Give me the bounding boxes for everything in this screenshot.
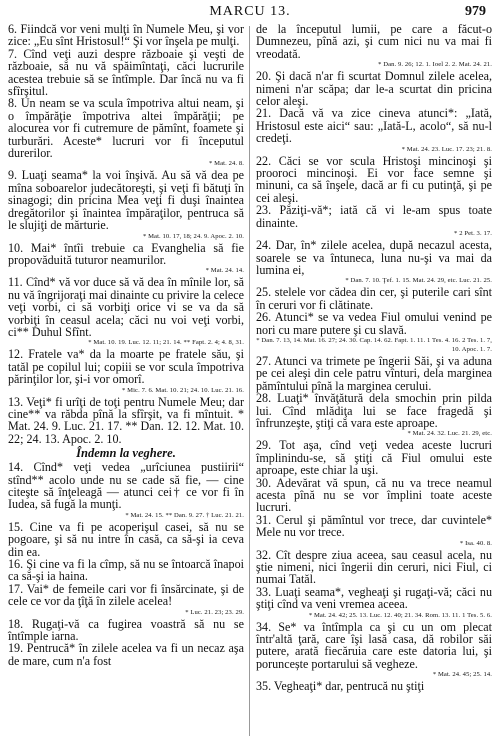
- running-title: MARCU 13.: [209, 4, 291, 19]
- verse-paragraph: 7. Cînd veţi auzi despre războaie şi veşti de războaie, să nu vă spăimîntaţi, căci lucrurile acestea trebuie să se întîmple. Dar încă nu va fi sfîrşitul.: [8, 46, 244, 99]
- verse-paragraph: 14. Cînd* veţi vedea „urîciunea pustiirii“ stînd** acolo unde nu se cade să fie, — cine citeşte să înţeleagă — atunci cei† ce vor fi în Iudea, să fugă la munţi.: [8, 460, 244, 512]
- verse-paragraph: 19. Pentrucă* în zilele acelea va fi un necaz aşa de mare, cum n'a fost: [8, 641, 244, 668]
- section-heading: Îndemn la veghere.: [76, 446, 176, 461]
- cross-reference: * Isa. 40. 8.: [459, 539, 492, 547]
- verse-paragraph: 17. Vai* de femeile cari vor fi însărcinate, şi de cele ce vor da ţîţă în zilele acelea!: [8, 581, 244, 609]
- verse-paragraph: de la începutul lumii, pe care a făcut-o Dumnezeu, pînă azi, şi cum nici nu va mai fi vreodată.: [256, 22, 492, 61]
- column-divider: [249, 26, 250, 736]
- verse-paragraph: 12. Fratele va* da la moarte pe fratele său, şi tatăl pe copilul lui; copiii se vor scula împotriva părinţilor lor, şi-i vor omorî.: [8, 347, 244, 387]
- verse-paragraph: 15. Cine va fi pe acoperişul casei, să nu se pogoare, şi să nu intre în casă, ca să-şi ia ceva din ea.: [8, 519, 244, 559]
- verse-paragraph: 28. Luaţi* învăţătură dela smochin prin pilda lui. Cînd mlădiţa lui se face fragedă şi înfrunzeşte, ştiţi că vara este aproape.: [256, 391, 492, 430]
- cross-reference: * Mat. 10. 19. Luc. 12. 11; 21. 14. ** Fapt. 2. 4; 4. 8, 31.: [88, 339, 244, 347]
- verse-paragraph: 24. Dar, în* zilele acelea, după necazul acesta, soarele se va întuneca, luna nu-şi va mai da lumina ei,: [256, 238, 492, 277]
- page-number: 979: [465, 4, 486, 19]
- verse-paragraph: 31. Cerul şi pămîntul vor trece, dar cuvintele* Mele nu vor trece.: [256, 512, 492, 540]
- verse-paragraph: 32. Cît despre ziua aceea, sau ceasul acela, nu ştie nimeni, nici îngerii din ceruri, nici Fiul, ci numai Tatăl.: [256, 547, 492, 587]
- verse-paragraph: 11. Cînd* vă vor duce să vă dea în mînile lor, să nu vă îngrijoraţi mai dinainte cu privire la celece veţi vorbi, ci să vorbiţi orice vi se va da să vorbiţi în ceasul acela; căci nu voi veţi vorbi, ci** Duhul Sfînt.: [8, 275, 244, 339]
- left-column: [8, 23, 244, 667]
- verse-paragraph: 8. Un neam se va scula împotriva altui neam, şi o împărăţie împotriva altei împărăţii; pe alocurea vor fi cutremure de pămînt, foamete şi turburări. Aceste* lucruri vor fi începutul durerilor.: [8, 96, 244, 161]
- verse-paragraph: 29. Tot aşa, cînd veţi vedea aceste lucruri împlinindu-se, să ştiţi că Fiul omului este aproape, este chiar la uşi.: [256, 438, 492, 478]
- verse-paragraph: 26. Atunci* se va vedea Fiul omului venind pe nori cu mare putere şi cu slavă.: [256, 310, 492, 337]
- verse-paragraph: 30. Adevărat vă spun, că nu va trece neamul acesta pînă nu se vor împlini toate aceste lucruri.: [256, 475, 492, 515]
- cross-reference: * Mat. 24. 45; 25. 14.: [432, 671, 492, 679]
- cross-reference: * Mat. 24. 14.: [205, 267, 244, 275]
- cross-reference: * Mat. 24. 23. Luc. 17. 23; 21. 8.: [401, 145, 492, 153]
- verse-paragraph: 9. Luaţi seama* la voi înşivă. Au să vă dea pe mîna soboarelor judecătoreşti, şi veţi fi bătuţi în sinagogi; din pricina Mea veţi fi duşi înaintea dregătorilor şi înaintea împăraţilor, pentruca să le slujiţi de mărturie.: [8, 168, 244, 233]
- verse-paragraph: 21. Dacă vă va zice cineva atunci*: „Iată, Hristosul este aici“ sau: „Iată-L, acolo“, să nu-l credeţi.: [256, 106, 492, 146]
- verse-paragraph: 34. Se* va întîmpla ca şi cu un om plecat într'altă ţară, care îşi lasă casa, dă robilor săi putere, arată fiecăruia care este datoria lui, şi poruncește portarului să vegheze.: [256, 619, 492, 671]
- verse-paragraph: 13. Veţi* fi urîţi de toţi pentru Numele Meu; dar cine** va răbda pînă la sfîrşit, va fi mîntuit. * Mat. 24. 9. Luc. 21. 17. ** Dan. 12. 12. Mat. 10. 22; 24. 13. Apoc. 2. 10.: [8, 394, 244, 446]
- cross-reference: * Mat. 24. 42; 25. 13. Luc. 12. 40; 21. 34. Rom. 13. 11. 1 Tes. 5. 6.: [308, 611, 492, 619]
- page-header: [0, 4, 500, 24]
- verse-paragraph: 10. Mai* întîi trebuie ca Evanghelia să fie propovăduită tuturor neamurilor.: [8, 240, 244, 267]
- cross-reference: * Dan. 7. 10. Ţef. 1. 15. Mat. 24. 29, etc. Luc. 21. 25.: [345, 277, 492, 285]
- verse-paragraph: 25. stelele vor cădea din cer, şi puterile cari sînt în ceruri vor fi clătinate.: [256, 285, 492, 312]
- cross-reference: * Mat. 24. 32. Luc. 21. 29, etc.: [407, 430, 492, 438]
- cross-reference: * Mat. 24. 8.: [209, 160, 244, 168]
- verse-paragraph: 35. Vegheaţi* dar, pentrucă nu ştiţi: [256, 679, 425, 694]
- verse-paragraph: 23. Păziţi-vă*; iată că vi le-am spus toate dinainte.: [256, 203, 492, 230]
- verse-paragraph: 18. Rugaţi-vă ca fugirea voastră să nu se întîmple iarna.: [8, 616, 244, 644]
- cross-reference: * Dan. 9. 26; 12. 1. Ioel 2. 2. Mat. 24. 21.: [378, 61, 492, 69]
- verse-paragraph: 22. Căci se vor scula Hristoşi mincinoşi şi prooroci mincinoşi. Ei vor face semne şi minuni, ca să înşele, dacă ar fi cu putinţă, şi pe cei aleşi.: [256, 153, 492, 205]
- cross-reference: * Mat. 10. 17, 18; 24. 9. Apoc. 2. 10.: [142, 232, 244, 240]
- cross-reference: * Luc. 21. 23; 23. 29.: [185, 608, 244, 616]
- verse-paragraph: 20. Şi dacă n'ar fi scurtat Domnul zilele acelea, nimeni n'ar scăpa; dar le-a scurtat din pricina celor aleşi.: [256, 69, 492, 109]
- cross-reference: * Mic. 7. 6. Mat. 10. 21; 24. 10. Luc. 21. 16.: [122, 386, 244, 394]
- cross-reference: * Dan. 7. 13, 14. Mat. 16. 27; 24. 30. Cap. 14. 62. Fapt. 1. 11. 1 Tes. 4. 16. 2 Tes. 1. 7, 10. Apoc. 1. 7.: [256, 336, 492, 353]
- verse-paragraph: 33. Luaţi seama*, vegheaţi şi rugaţi-vă; căci nu ştiţi cînd va veni vremea aceea.: [256, 584, 492, 612]
- verse-paragraph: 6. Fiindcă vor veni mulţi în Numele Meu, şi vor zice: „Eu sînt Hristosul!“ Şi vor înşela pe mulţi.: [8, 22, 244, 49]
- verse-paragraph: 27. Atunci va trimete pe îngerii Săi, şi va aduna pe cei aleşi din cele patru vînturi, dela marginea pămîntului pînă la marginea cerului.: [256, 353, 492, 393]
- cross-reference: * Mat. 24. 15. ** Dan. 9. 27. † Luc. 21. 21.: [125, 511, 244, 519]
- verse-paragraph: 16. Şi cine va fi la cîmp, să nu se întoarcă înapoi ca să-şi ia haina.: [8, 557, 244, 584]
- right-column: [256, 23, 492, 693]
- cross-reference: * 2 Pet. 3. 17.: [454, 230, 492, 238]
